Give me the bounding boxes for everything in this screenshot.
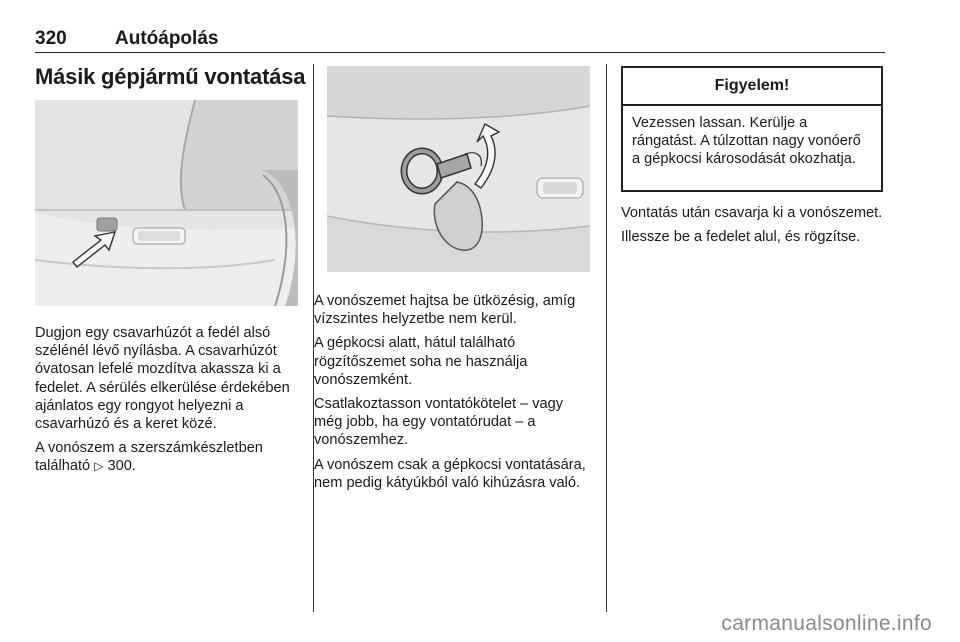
watermark: carmanualsonline.info <box>721 612 932 635</box>
instruction-paragraph: A gépkocsi alatt, hátul található rögzítőszemet soha ne használja vonószemként. <box>314 335 528 388</box>
triangle-right-icon: ▷ <box>94 459 104 474</box>
instruction-paragraph: A vonószem csak a gépkocsi vontatására, nem pedig kátyúkból való kihúzásra való. <box>314 456 586 491</box>
instruction-paragraph: Dugjon egy csavarhúzót a fedél alsó szélénél lévő nyílásba. A csavarhúzót óvatosan lefelé mozdítva akassza ki a fedelet. A sérülés elkerülése érdekében ajánlatos egy rongyot helyezni a csavarhúzó és a keret közé. <box>35 325 290 433</box>
column-divider-right <box>606 64 607 612</box>
left-column <box>35 324 300 482</box>
warning-text: Vezessen lassan. Kerülje a rángatást. A túlzottan nagy vonóerő a gépkocsi károsodását okozhatja. <box>632 115 861 168</box>
instruction-paragraph: Illessze be a fedelet alul, és rögzítse. <box>621 229 861 246</box>
cross-reference <box>35 439 300 475</box>
page-header <box>35 28 885 53</box>
page-number: 320 <box>35 28 67 49</box>
cross-reference-text: A vonószem a szerszámkészletben található <box>35 440 263 475</box>
instruction-paragraph: A vonószemet hajtsa be ütközésig, amíg vízszintes helyzetbe nem kerül. <box>314 293 576 328</box>
cross-reference-page: 300. <box>107 458 136 475</box>
instruction-paragraph: Csatlakoztasson vontatókötelet – vagy még jobb, ha egy vontatórudat – a vonószemhez. <box>314 396 564 449</box>
instruction-paragraph: Vontatás után csavarja ki a vonószemet. <box>621 205 883 221</box>
chapter-title: Autóápolás <box>115 28 219 49</box>
right-column <box>621 204 887 252</box>
bumper-cover-illustration <box>35 100 298 306</box>
tow-hook-illustration <box>327 66 590 272</box>
middle-column <box>314 292 594 498</box>
warning-heading: Figyelem! <box>623 68 881 106</box>
section-title: Másik gépjármű vontatása <box>35 64 306 89</box>
warning-box <box>621 66 883 192</box>
